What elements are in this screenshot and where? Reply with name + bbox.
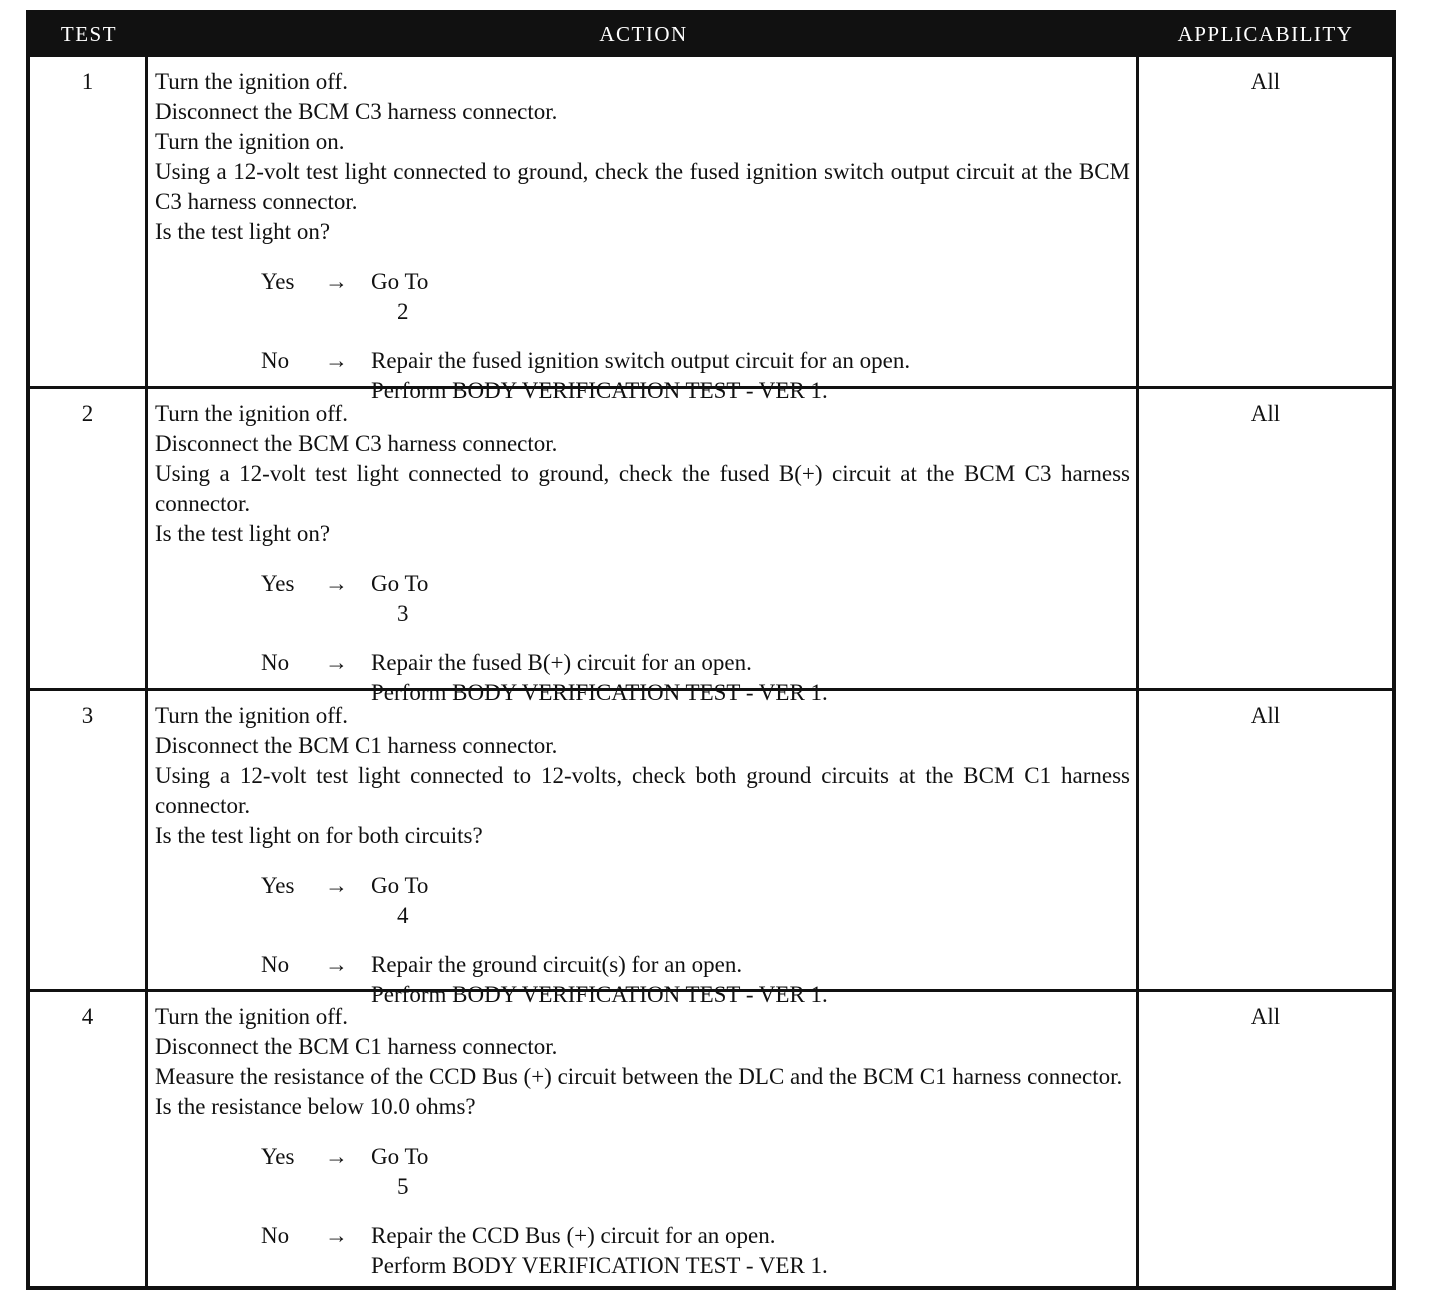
step: Using a 12-volt test light connected to ground, check the fused B(+) circuit at the BCM C3 harness connector. (155, 461, 1130, 516)
step: Turn the ignition on. (155, 129, 345, 154)
arrow-right-icon: → (325, 650, 348, 675)
goto-number: 4 (397, 903, 409, 928)
applicability-1: All (1139, 54, 1392, 386)
step: Disconnect the BCM C3 harness connector. (155, 431, 558, 456)
step: Disconnect the BCM C3 harness connector. (155, 99, 558, 124)
step: Measure the resistance of the CCD Bus (+) circuit between the DLC and the BCM C1 harness connector. (155, 1064, 1123, 1089)
repair-text: Repair the ground circuit(s) for an open. (371, 952, 743, 977)
yes-outcome (261, 569, 1130, 629)
no-label: No (261, 1223, 290, 1248)
goto-label: Go To (371, 1144, 429, 1169)
arrow-right-icon: → (325, 1223, 348, 1248)
step: Turn the ignition off. (155, 69, 348, 94)
goto-number: 2 (397, 299, 409, 324)
no-label: No (261, 348, 290, 373)
applicability-4: All (1139, 989, 1392, 1288)
diagnostic-test-table (26, 10, 1396, 1290)
goto-label: Go To (371, 269, 429, 294)
verification-text: Perform BODY VERIFICATION TEST - VER 1. (371, 680, 828, 705)
goto-text (371, 267, 1130, 327)
repair-text: Repair the CCD Bus (+) circuit for an open. (371, 1223, 776, 1248)
arrow-right-icon: → (325, 873, 348, 898)
yes-result (371, 569, 1130, 629)
goto-label: Go To (371, 571, 429, 596)
goto-text (371, 1142, 1130, 1202)
applicability-3: All (1139, 688, 1392, 989)
question: Is the resistance below 10.0 ohms? (155, 1094, 476, 1119)
no-result (371, 1221, 1130, 1281)
repair-text: Repair the fused ignition switch output circuit for an open. (371, 348, 911, 373)
yes-result (371, 871, 1130, 931)
header-action: ACTION (148, 14, 1139, 54)
goto-label: Go To (371, 873, 429, 898)
header-test: TEST (30, 14, 148, 54)
test-number-3: 3 (30, 688, 148, 989)
question: Is the test light on for both circuits? (155, 823, 483, 848)
applicability-2: All (1139, 386, 1392, 688)
action-cell-3 (148, 688, 1139, 1007)
verification-text: Perform BODY VERIFICATION TEST - VER 1. (371, 1253, 828, 1278)
step: Using a 12-volt test light connected to ground, check the fused ignition switch output circuit at the BCM C3 harness connector. (155, 159, 1130, 214)
yes-label: Yes (261, 269, 295, 294)
arrow-right-icon: → (325, 952, 348, 977)
yes-label: Yes (261, 571, 295, 596)
step: Turn the ignition off. (155, 703, 348, 728)
arrow-right-icon: → (325, 348, 348, 373)
step: Disconnect the BCM C1 harness connector. (155, 1034, 558, 1059)
yes-outcome (261, 1142, 1130, 1202)
arrow-right-icon: → (325, 571, 348, 596)
verification-text: Perform BODY VERIFICATION TEST - VER 1. (371, 378, 828, 403)
yes-label: Yes (261, 873, 295, 898)
header-applicability: APPLICABILITY (1139, 14, 1392, 54)
arrow-right-icon: → (325, 1144, 348, 1169)
action-cell-2 (148, 386, 1139, 705)
repair-text: Repair the fused B(+) circuit for an open. (371, 650, 752, 675)
step: Using a 12-volt test light connected to 12-volts, check both ground circuits at the BCM C1 harness connector. (155, 763, 1130, 818)
arrow-right-icon: → (325, 269, 348, 294)
verification-text: Perform BODY VERIFICATION TEST - VER 1. (371, 982, 828, 1007)
goto-text (371, 569, 1130, 629)
action-cell-1 (148, 54, 1139, 403)
yes-outcome (261, 871, 1130, 931)
yes-result (371, 267, 1130, 327)
goto-number: 5 (397, 1174, 409, 1199)
yes-label: Yes (261, 1144, 295, 1169)
no-outcome (261, 1221, 1130, 1281)
no-label: No (261, 952, 290, 977)
question: Is the test light on? (155, 219, 331, 244)
yes-outcome (261, 267, 1130, 327)
goto-text (371, 871, 1130, 931)
test-number-2: 2 (30, 386, 148, 688)
goto-number: 3 (397, 601, 409, 626)
question: Is the test light on? (155, 521, 331, 546)
step: Disconnect the BCM C1 harness connector. (155, 733, 558, 758)
step: Turn the ignition off. (155, 1004, 348, 1029)
test-number-1: 1 (30, 54, 148, 386)
action-cell-4 (148, 989, 1139, 1288)
test-number-4: 4 (30, 989, 148, 1288)
yes-result (371, 1142, 1130, 1202)
step: Turn the ignition off. (155, 401, 348, 426)
no-label: No (261, 650, 290, 675)
